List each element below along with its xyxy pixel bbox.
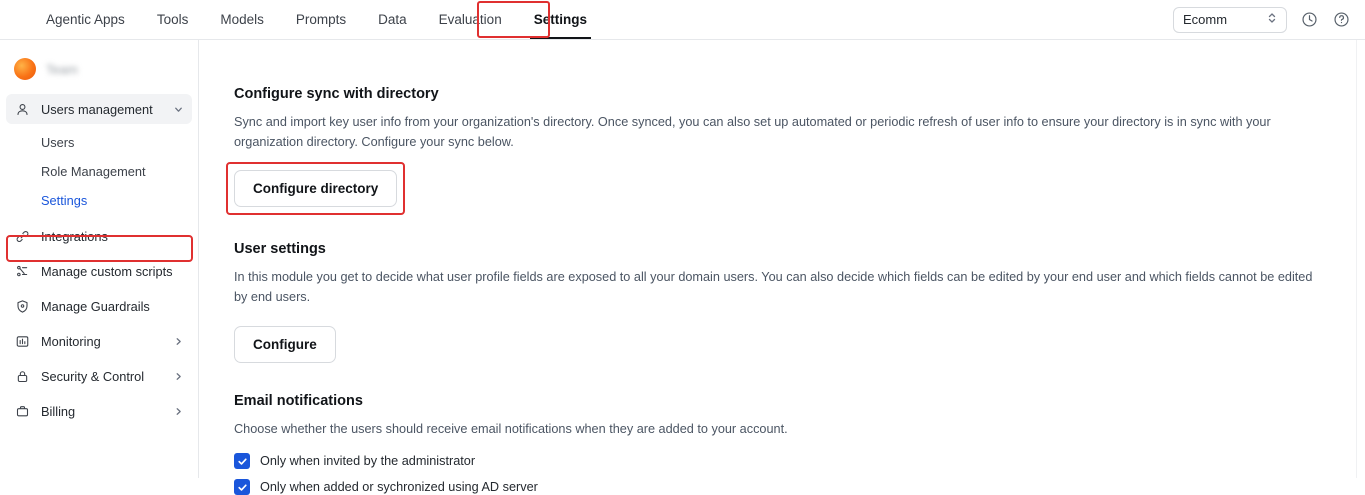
sidebar-item-label: Billing [41, 403, 76, 419]
sidebar-item-label: Security & Control [41, 368, 145, 384]
sidebar-item-label: Integrations [41, 228, 108, 244]
shield-icon [14, 298, 30, 314]
sidebar-item-settings[interactable]: Settings [41, 193, 88, 208]
sidebar-item-label: Manage custom scripts [41, 263, 173, 279]
email-notifications-title: Email notifications [234, 392, 363, 409]
configure-button[interactable]: Configure [234, 326, 336, 363]
org-selector[interactable] [1173, 7, 1287, 33]
email-notifications-description: Choose whether the users should receive email notifications when they are added to your account. [234, 421, 788, 436]
chevron-right-icon [173, 406, 184, 417]
sidebar-menu [0, 94, 198, 426]
top-navigation-bar [0, 0, 1365, 40]
sidebar-item-security-and-control[interactable] [6, 361, 192, 391]
question-circle-icon[interactable] [1331, 10, 1351, 30]
sidebar-item-label: Manage Guardrails [41, 298, 150, 314]
sidebar-item-billing[interactable] [6, 396, 192, 426]
chevron-right-icon [173, 371, 184, 382]
briefcase-icon [14, 403, 30, 419]
top-bar-right-controls [1173, 7, 1351, 33]
sidebar-item-users-management[interactable] [6, 94, 192, 124]
email-notification-options [234, 453, 1323, 495]
user-settings-title: User settings [234, 241, 326, 258]
clock-icon[interactable] [1299, 10, 1319, 30]
script-icon [14, 263, 30, 279]
checkbox-checked-icon[interactable] [234, 479, 250, 495]
main-content [199, 40, 1365, 495]
nav-item-evaluation[interactable]: Evaluation [438, 12, 502, 27]
email-notifications-section [234, 393, 1323, 495]
sidebar-item-manage-guardrails[interactable] [6, 291, 192, 321]
account-row[interactable] [0, 52, 198, 94]
sidebar-item-manage-custom-scripts[interactable] [6, 256, 192, 286]
account-name: Team [46, 61, 78, 77]
configure-sync-title: Configure sync with directory [234, 86, 439, 102]
chevron-right-icon [173, 336, 184, 347]
link-icon [14, 228, 30, 244]
nav-item-agentic-apps[interactable]: Agentic Apps [46, 12, 125, 27]
org-selector-value: Ecomm [1183, 12, 1228, 27]
monitor-icon [14, 333, 30, 349]
sidebar-item-users[interactable]: Users [41, 135, 75, 150]
configure-directory-button[interactable]: Configure directory [234, 170, 397, 207]
nav-item-tools[interactable]: Tools [156, 12, 189, 27]
checkbox-row-invited-by-administrator[interactable] [234, 453, 1323, 469]
user-settings-description: In this module you get to decide what user profile fields are exposed to all your domain users. You can also decide which fields can be edited by your end user and which fields cannot be edited by end users. [234, 270, 1313, 305]
lock-icon [14, 368, 30, 384]
main-nav [30, 0, 603, 39]
sidebar-item-label: Monitoring [41, 333, 101, 349]
nav-item-models[interactable]: Models [220, 12, 264, 27]
sidebar-item-monitoring[interactable] [6, 326, 192, 356]
checkbox-checked-icon[interactable] [234, 453, 250, 469]
sidebar-item-role-management[interactable]: Role Management [41, 164, 146, 179]
updown-caret-icon [1267, 11, 1277, 28]
sidebar-item-integrations[interactable] [6, 221, 192, 251]
user-icon [14, 101, 30, 117]
checkbox-label: Only when added or sychronized using AD server [260, 480, 538, 495]
configure-directory-button-wrap [234, 170, 397, 207]
configure-sync-section [234, 86, 1323, 207]
vertical-scrollbar[interactable] [1356, 40, 1365, 478]
nav-item-prompts[interactable]: Prompts [295, 12, 347, 27]
nav-item-settings[interactable]: Settings [518, 0, 603, 39]
sidebar [0, 40, 199, 478]
configure-sync-description: Sync and import key user info from your organization's directory. Once synced, you can also set up automated or periodic refresh of user info to ensure your directory is in sync with your organization directory. Configure your sync below. [234, 115, 1271, 149]
sidebar-item-label: Users management [41, 101, 153, 117]
checkbox-row-added-or-synchronized[interactable] [234, 479, 1323, 495]
nav-item-data[interactable]: Data [378, 12, 407, 27]
chevron-down-icon [173, 104, 184, 115]
avatar [14, 58, 36, 80]
checkbox-label: Only when invited by the administrator [260, 454, 476, 469]
user-settings-section [234, 241, 1323, 362]
page-body [0, 40, 1365, 495]
